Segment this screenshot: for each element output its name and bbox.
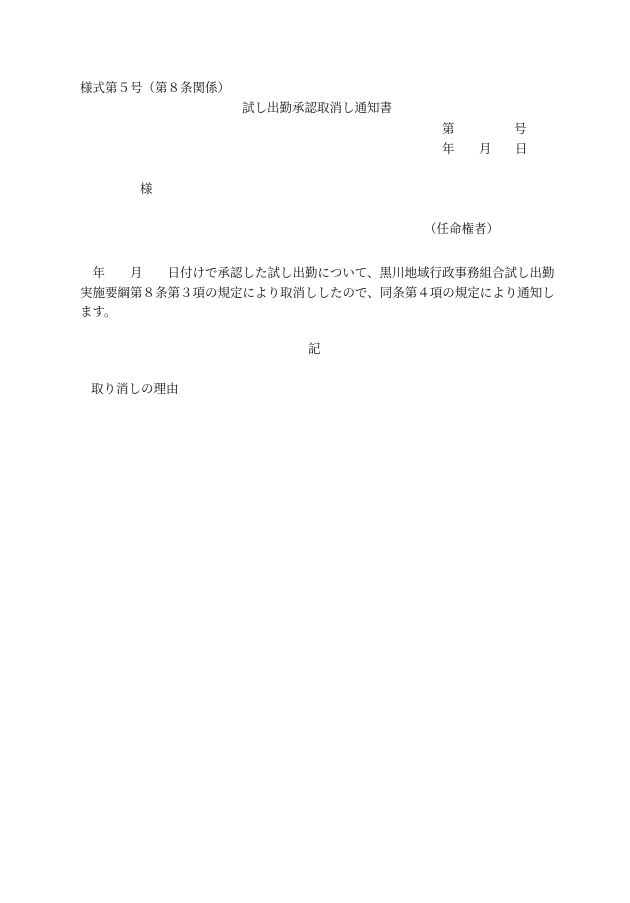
date-day-label: 日 (515, 141, 528, 156)
notice-body-line-3: ます。 (80, 304, 117, 319)
number-prefix: 第 (442, 121, 455, 136)
addressee-honorific: 様 (140, 181, 153, 196)
notice-body-line-2: 実施要綱第８条第３項の規定により取消ししたので、同条第４項の規定により通知し (80, 284, 555, 300)
notice-body (80, 263, 555, 322)
document-title: 試し出勤承認取消し通知書 (242, 100, 393, 115)
notice-body-line-1: 年 月 日付けで承認した試し出勤について、黒川地域行政事務組合試し出勤 (80, 265, 555, 280)
cancellation-reason-heading: 取り消しの理由 (91, 381, 179, 396)
form-number: 様式第５号（第８条関係） (80, 80, 231, 95)
date-month-label: 月 (479, 141, 492, 156)
date-year-label: 年 (442, 141, 455, 156)
appointing-authority: （任命権者） (424, 221, 500, 236)
ki-heading: 記 (308, 341, 321, 356)
number-suffix: 号 (514, 121, 527, 136)
